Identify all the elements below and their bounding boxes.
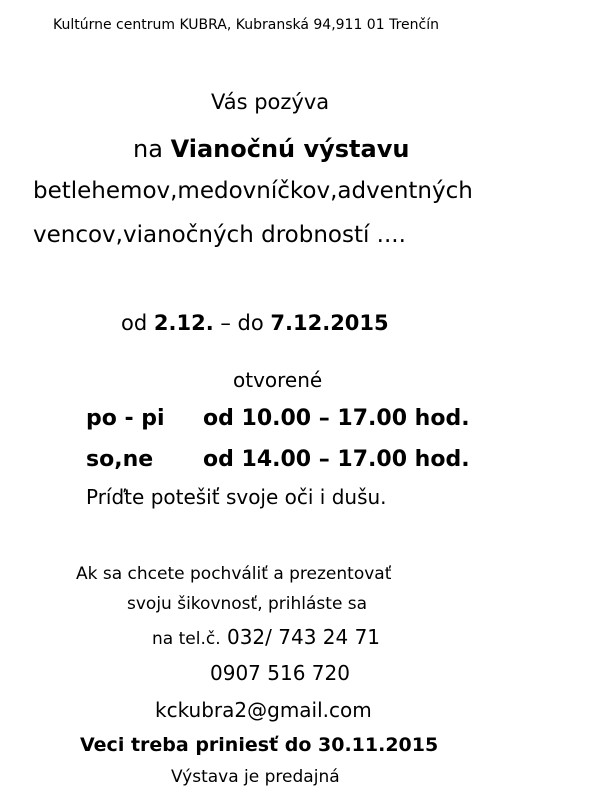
sale-note: Výstava je predajná xyxy=(171,767,340,787)
to-date: 7.12.2015 xyxy=(270,311,389,335)
contact-intro-line-2: svoju šikovnosť, prihláste sa xyxy=(127,594,368,614)
exhibited-items-line-1: betlehemov,medovníčkov,adventných xyxy=(33,178,473,204)
phone-number-2: 0907 516 720 xyxy=(210,661,350,685)
from-date: 2.12. xyxy=(153,311,214,335)
weekend-hours: od 14.00 – 17.00 hod. xyxy=(203,447,470,472)
contact-email: kckubra2@gmail.com xyxy=(155,698,372,722)
organizer-address: Kultúrne centrum KUBRA, Kubranská 94,911 01 Trenčín xyxy=(53,17,439,33)
weekend-days: so,ne xyxy=(86,447,154,472)
exhibition-title-line xyxy=(133,137,409,161)
from-label: od xyxy=(121,311,148,335)
title-prefix: na xyxy=(133,135,163,163)
contact-intro-line-1: Ak sa chcete pochváliť a prezentovať xyxy=(76,564,392,584)
deadline-note: Veci treba priniesť do 30.11.2015 xyxy=(80,734,439,756)
opening-label: otvorené xyxy=(233,368,323,392)
exhibition-dates xyxy=(121,313,389,334)
phone-line xyxy=(152,627,380,648)
exhibited-items-line-2: vencov,vianočných drobností .... xyxy=(33,222,406,248)
invites-text: Vás pozýva xyxy=(211,90,330,114)
weekday-days: po - pi xyxy=(86,406,165,431)
exhibition-title: Vianočnú výstavu xyxy=(170,135,410,163)
welcome-text: Príďte potešiť svoje oči i dušu. xyxy=(86,485,387,509)
phone-label: na tel.č. xyxy=(152,629,221,649)
to-label: – do xyxy=(220,311,264,335)
weekday-hours: od 10.00 – 17.00 hod. xyxy=(203,406,470,431)
phone-number-1: 032/ 743 24 71 xyxy=(226,625,381,649)
